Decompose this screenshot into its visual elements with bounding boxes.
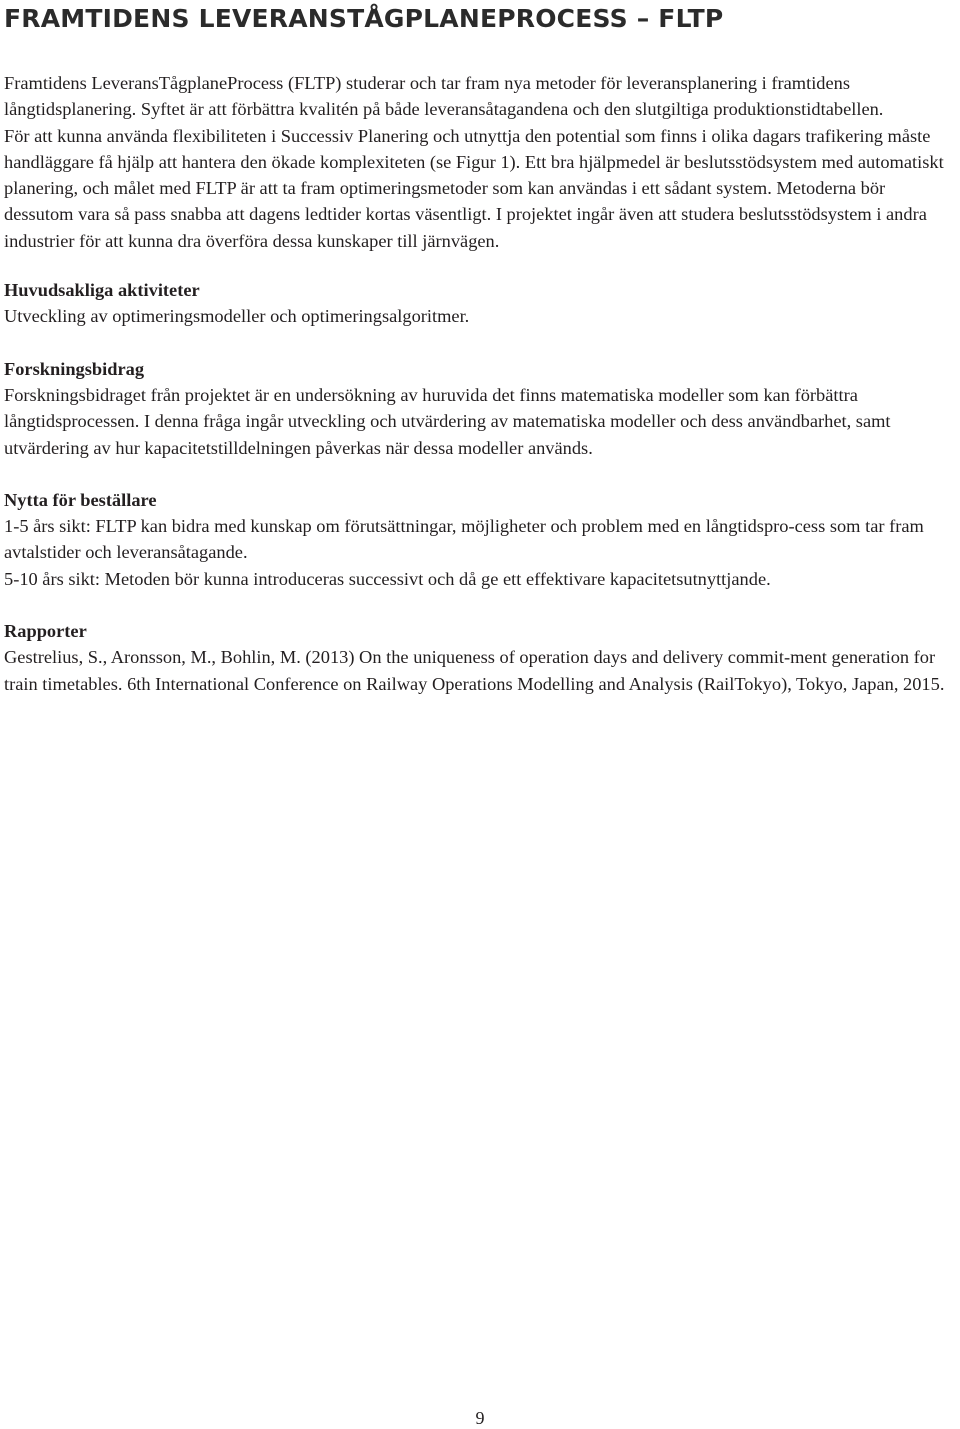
- document-body: [4, 70, 956, 697]
- activities-section: [4, 277, 956, 330]
- research-heading: Forskningsbidrag: [4, 358, 145, 379]
- intro-paragraph-1: Framtidens LeveransTågplaneProcess (FLTP) studerar och tar fram nya metoder för leveransplanering i framtidens långtidsplanering. Syftet är att förbättra kvalitén på både leveransåtagandena och den slutgiltiga produktionstidtabellen.: [4, 73, 884, 120]
- reports-text: Gestrelius, S., Aronsson, M., Bohlin, M. (2013) On the uniqueness of operation days and delivery commit-ment generation for train timetables. 6th International Conference on Railway Operations Modelling and Analysis (RailTokyo), Tokyo, Japan, 2015.: [4, 647, 945, 694]
- intro-paragraph-2: För att kunna använda flexibiliteten i Successiv Planering och utnyttja den potential som finns i olika dagars trafikering måste handläggare få hjälp att hantera den ökade komplexiteten (se Figur 1). Ett bra hjälpmedel är beslutsstödsystem med automatiskt planering, och målet med FLTP är att ta fram optimeringsmetoder som kan användas i ett sådant system. Metoderna bör dessutom vara så pass snabba att dagens ledtider kortas väsentligt. I projektet ingår även att studera beslutsstödsystem i andra industrier för att kunna dra överföra dessa kunskaper till järnvägen.: [4, 125, 944, 251]
- activities-text: Utveckling av optimeringsmodeller och optimeringsalgoritmer.: [4, 306, 470, 327]
- page-number: 9: [475, 1408, 485, 1428]
- benefits-heading: Nytta för beställare: [4, 489, 157, 510]
- benefits-line-1: 1-5 års sikt: FLTP kan bidra med kunskap om förutsättningar, möjligheter och problem med en långtidspro-cess som tar fram avtalstider och leveransåtagande.: [4, 516, 924, 563]
- benefits-line-2: 5-10 års sikt: Metoden bör kunna introduceras successivt och då ge ett effektivare kapacitetsutnyttjande.: [4, 568, 771, 589]
- reports-section: [4, 618, 956, 697]
- research-section: [4, 356, 956, 461]
- benefits-section: [4, 487, 956, 592]
- research-text: Forskningsbidraget från projektet är en undersökning av huruvida det finns matematiska modeller som kan förbättra långtidsprocessen. I denna fråga ingår utveckling och utvärdering av matematiska modeller och dess användbarhet, samt utvärdering av hur kapacitetstilldelningen påverkas när dessa modeller används.: [4, 384, 891, 458]
- reports-heading: Rapporter: [4, 621, 87, 642]
- page-title: FRAMTIDENS LEVERANSTÅGPLANEPROCESS – FLTP: [4, 4, 724, 33]
- activities-heading: Huvudsakliga aktiviteter: [4, 280, 200, 301]
- intro-section: [4, 70, 956, 254]
